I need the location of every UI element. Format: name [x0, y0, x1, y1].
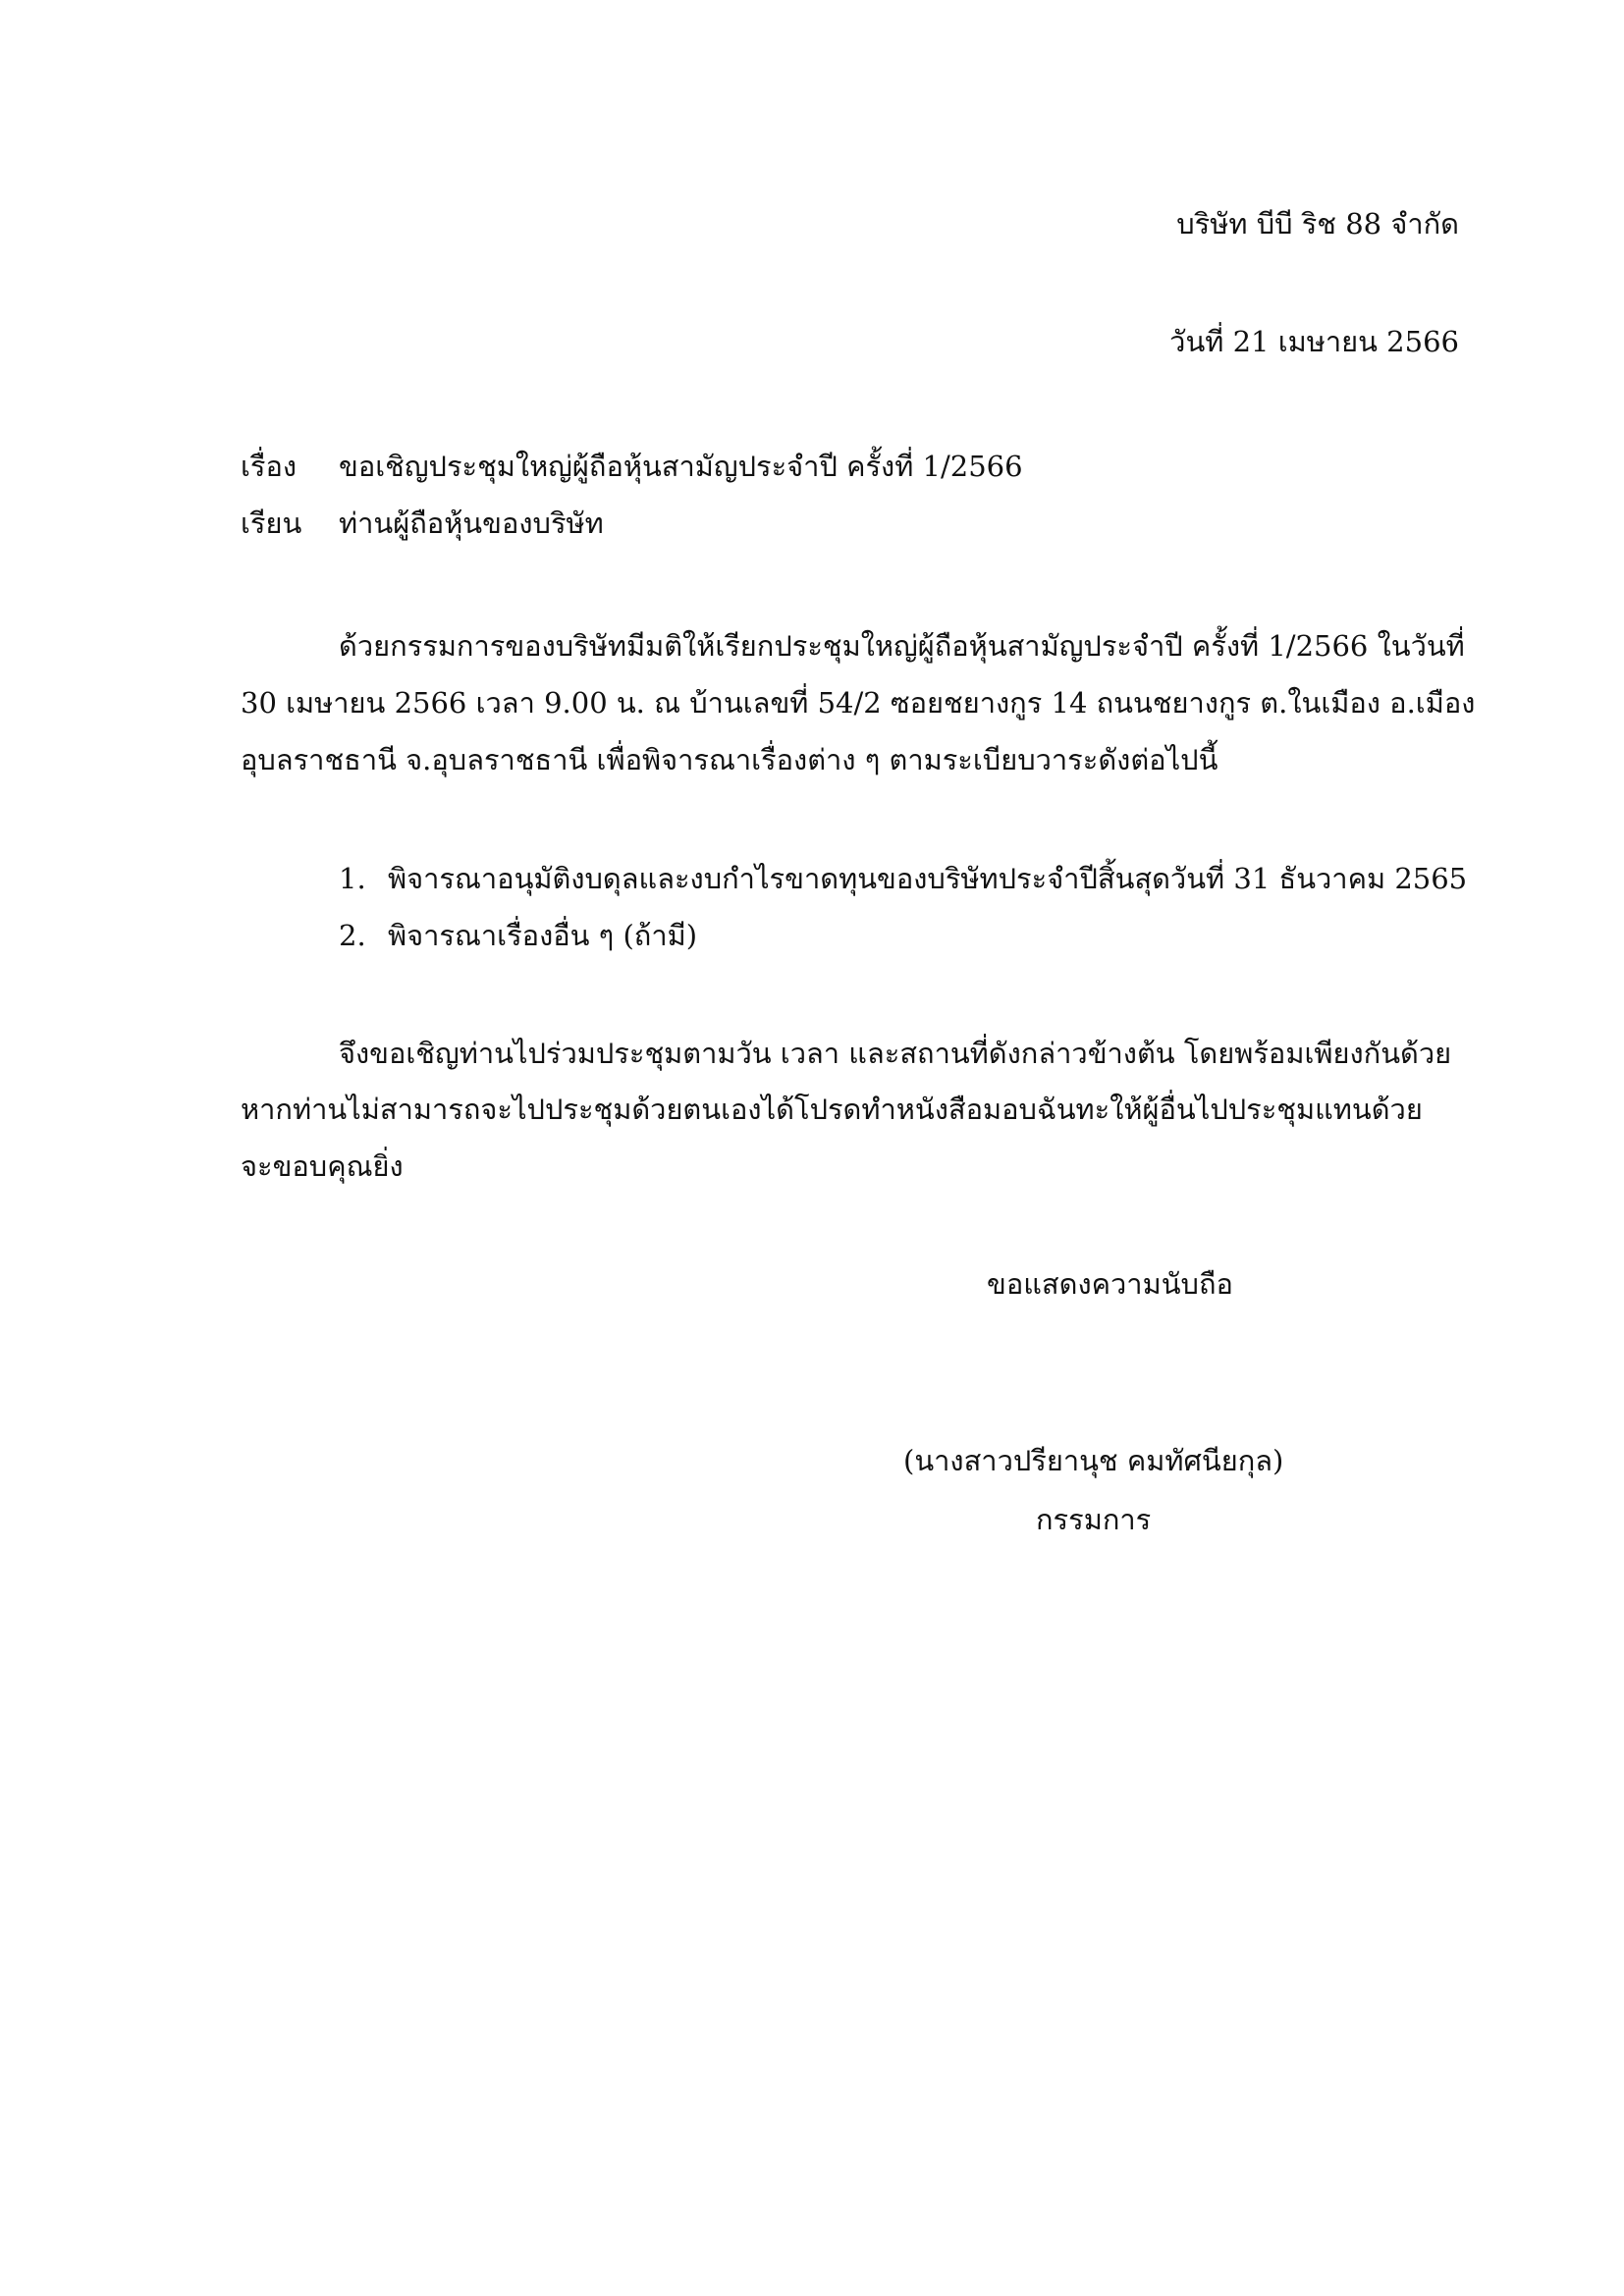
paragraph-line: 30 เมษายน 2566 เวลา 9.00 น. ณ บ้านเลขที่ 54/2 ซอยชยางกูร 14 ถนนชยางกูร ต.ในเมือง อ.เมือง	[241, 686, 1476, 720]
agenda-item-text: พิจารณาอนุมัติงบดุลและงบกำไรขาดทุนของบริษัทประจำปีสิ้นสุดวันที่ 31 ธันวาคม 2565	[388, 862, 1468, 895]
paragraph-line: ด้วยกรรมการของบริษัทมีมติให้เรียกประชุมใหญ่ผู้ถือหุ้นสามัญประจำปี ครั้งที่ 1/2566 ในวันที่	[339, 629, 1465, 663]
recipient-label: เรียน	[241, 507, 302, 540]
agenda-item-number: 2.	[339, 919, 366, 952]
closing-phrase: ขอแสดงความนับถือ	[987, 1267, 1233, 1301]
signer-name: (นางสาวปรียานุช คมทัศนียกุล)	[903, 1444, 1284, 1477]
paragraph-line: จึงขอเชิญท่านไปร่วมประชุมตามวัน เวลา และสถานที่ดังกล่าวข้างต้น โดยพร้อมเพียงกันด้วย	[339, 1037, 1452, 1070]
paragraph-line: จะขอบคุณยิ่ง	[241, 1149, 404, 1183]
agenda-item-number: 1.	[339, 862, 366, 895]
subject-text: ขอเชิญประชุมใหญ่ผู้ถือหุ้นสามัญประจำปี ครั้งที่ 1/2566	[339, 450, 1023, 483]
agenda-item-text: พิจารณาเรื่องอื่น ๆ (ถ้ามี)	[388, 919, 698, 952]
letter-date: วันที่ 21 เมษายน 2566	[1169, 325, 1459, 358]
signer-title: กรรมการ	[1036, 1503, 1152, 1536]
subject-label: เรื่อง	[241, 450, 298, 483]
recipient-text: ท่านผู้ถือหุ้นของบริษัท	[339, 507, 604, 540]
company-name: บริษัท บีบี ริช 88 จำกัด	[1176, 207, 1459, 240]
paragraph-line: หากท่านไม่สามารถจะไปประชุมด้วยตนเองได้โปรดทำหนังสือมอบฉันทะให้ผู้อื่นไปประชุมแทนด้วย	[241, 1093, 1423, 1126]
paragraph-line: อุบลราชธานี จ.อุบลราชธานี เพื่อพิจารณาเรื่องต่าง ๆ ตามระเบียบวาระดังต่อไปนี้	[241, 743, 1218, 776]
